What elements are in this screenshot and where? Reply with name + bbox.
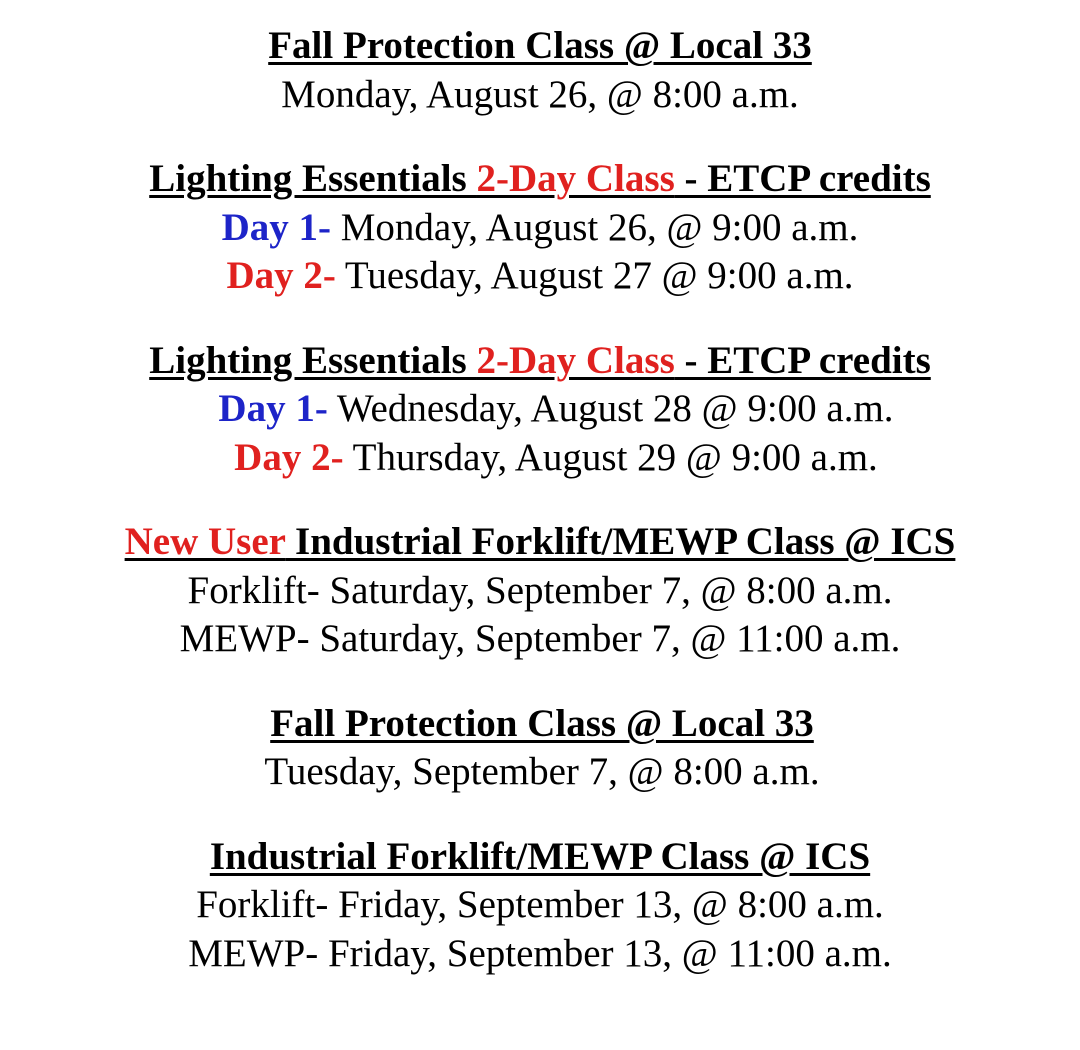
heading-highlight: 2-Day Class	[476, 157, 675, 200]
day-2-line	[0, 252, 1080, 301]
class-block-fall-protection-sep	[0, 700, 1080, 797]
day-2-label: Day 2-	[234, 435, 344, 479]
day-2-date: Thursday, August 29 @ 9:00 a.m.	[343, 435, 878, 479]
forklift-date-line: Forklift- Friday, September 13, @ 8:00 a.m.	[196, 883, 884, 926]
day-1-label: Day 1-	[218, 387, 328, 430]
class-block-new-user-forklift-mewp	[0, 518, 1080, 664]
class-heading	[0, 155, 1080, 204]
class-block-forklift-mewp	[0, 833, 1080, 979]
day-1-line	[16, 385, 1080, 434]
heading-text: Industrial Forklift/MEWP Class @ ICS	[285, 520, 956, 563]
forklift-date-line: Forklift- Saturday, September 7, @ 8:00 a.m.	[187, 568, 893, 612]
heading-text: - ETCP credits	[674, 338, 931, 382]
day-2-date: Tuesday, August 27 @ 9:00 a.m.	[335, 254, 854, 297]
class-heading	[0, 518, 1080, 567]
class-block-lighting-essentials-1	[0, 155, 1080, 301]
heading-highlight: 2-Day Class	[476, 338, 675, 382]
day-1-date: Wednesday, August 28 @ 9:00 a.m.	[327, 387, 894, 430]
class-schedule-document	[0, 22, 1080, 978]
class-heading: Fall Protection Class @ Local 33	[268, 24, 812, 67]
heading-text: Lighting Essentials	[149, 157, 477, 200]
class-date-line: Tuesday, September 7, @ 8:00 a.m.	[264, 750, 820, 793]
day-2-label: Day 2-	[226, 254, 336, 297]
class-heading: Industrial Forklift/MEWP Class @ ICS	[209, 834, 871, 878]
class-heading: Fall Protection Class @ Local 33	[270, 701, 814, 745]
day-1-date: Monday, August 26, @ 9:00 a.m.	[331, 205, 859, 249]
mewp-date-line: MEWP- Saturday, September 7, @ 11:00 a.m.	[179, 617, 901, 660]
class-heading	[0, 337, 1080, 386]
day-2-line	[16, 434, 1080, 483]
class-block-fall-protection-aug	[0, 22, 1080, 119]
heading-highlight: New User	[124, 520, 286, 563]
day-1-line	[0, 204, 1080, 253]
heading-text: Lighting Essentials	[149, 338, 477, 382]
day-1-label: Day 1-	[221, 205, 331, 249]
class-date-line: Monday, August 26, @ 8:00 a.m.	[281, 72, 799, 116]
heading-text: - ETCP credits	[674, 157, 931, 200]
mewp-date-line: MEWP- Friday, September 13, @ 11:00 a.m.	[188, 931, 892, 975]
class-block-lighting-essentials-2	[0, 337, 1080, 483]
